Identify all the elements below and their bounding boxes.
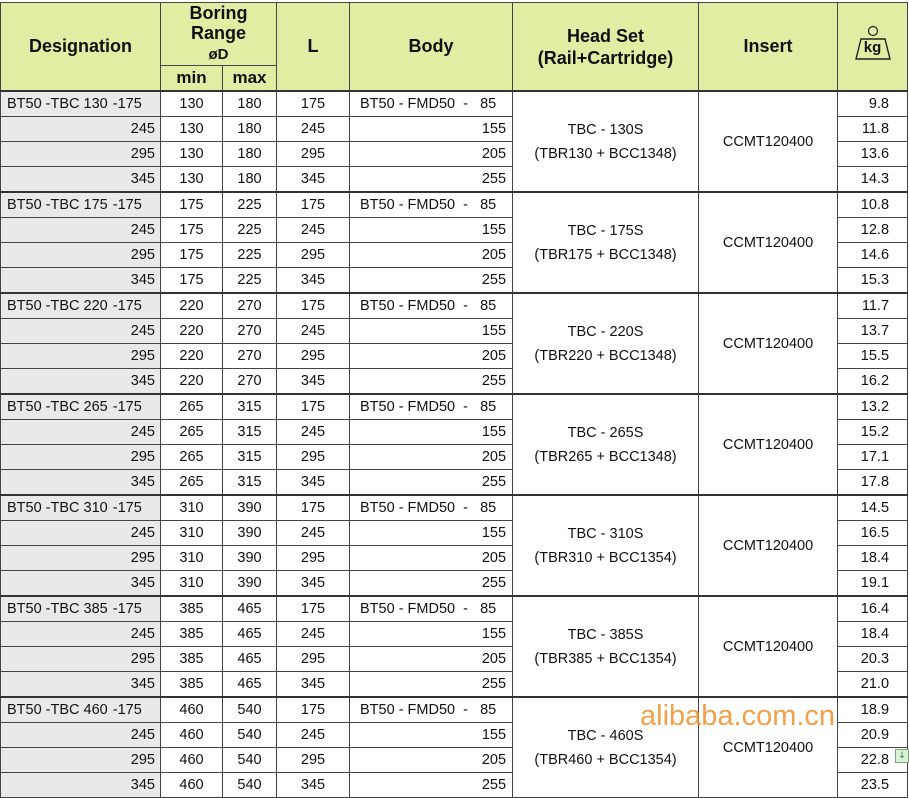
min-cell: 460 xyxy=(161,723,223,748)
body-cell: BT50 - FMD50 - 85 xyxy=(350,697,513,723)
length-cell: 345 xyxy=(277,167,350,193)
head-set-parts: (TBR220 + BCC1348) xyxy=(534,347,677,364)
body-cell: 205 xyxy=(350,748,513,773)
head-set-name: TBC - 220S xyxy=(567,323,644,340)
max-cell: 315 xyxy=(223,394,277,420)
max-cell: 465 xyxy=(223,647,277,672)
max-cell: 270 xyxy=(223,344,277,369)
weight-cell: 21.0 xyxy=(838,672,908,698)
min-cell: 175 xyxy=(161,192,223,218)
head-set-cell xyxy=(513,293,699,394)
length-cell: 175 xyxy=(277,697,350,723)
head-set-cell xyxy=(513,596,699,697)
max-cell: 270 xyxy=(223,293,277,319)
min-cell: 460 xyxy=(161,773,223,798)
length-cell: 295 xyxy=(277,243,350,268)
designation-code: BT50 -TBC 175 xyxy=(7,197,108,213)
length-cell: 295 xyxy=(277,647,350,672)
designation-suffix: 295 xyxy=(1,344,161,369)
body-cell: 205 xyxy=(350,546,513,571)
designation-suffix: 345 xyxy=(1,268,161,294)
weight-cell: 22.8 xyxy=(838,748,908,773)
weight-cell: 9.8 xyxy=(838,91,908,117)
body-cell: BT50 - FMD50 - 85 xyxy=(350,596,513,622)
max-cell: 315 xyxy=(223,420,277,445)
min-cell: 175 xyxy=(161,243,223,268)
max-cell: 225 xyxy=(223,268,277,294)
min-cell: 130 xyxy=(161,167,223,193)
body-cell: 255 xyxy=(350,369,513,395)
designation-cell xyxy=(1,697,161,723)
length-cell: 175 xyxy=(277,394,350,420)
head-set-parts: (TBR385 + BCC1354) xyxy=(534,650,677,667)
body-cell: BT50 - FMD50 - 85 xyxy=(350,394,513,420)
table-row xyxy=(1,293,908,319)
table-header xyxy=(1,3,908,92)
min-cell: 265 xyxy=(161,420,223,445)
head-set-sub: (Rail+Cartridge) xyxy=(537,47,674,68)
weight-cell: 16.2 xyxy=(838,369,908,395)
table-row xyxy=(1,495,908,521)
head-set-cell xyxy=(513,495,699,596)
min-cell: 220 xyxy=(161,369,223,395)
weight-icon xyxy=(853,25,893,63)
length-cell: 345 xyxy=(277,672,350,698)
designation-suffix: 245 xyxy=(1,117,161,142)
min-cell: 265 xyxy=(161,470,223,496)
body-cell: 205 xyxy=(350,445,513,470)
insert-cell: CCMT120400 xyxy=(699,91,838,192)
designation-suffix: -175 xyxy=(112,96,142,112)
col-max: max xyxy=(223,66,277,92)
designation-code: BT50 -TBC 460 xyxy=(7,702,108,718)
length-cell: 175 xyxy=(277,192,350,218)
weight-cell: 13.6 xyxy=(838,142,908,167)
max-cell: 225 xyxy=(223,192,277,218)
min-cell: 460 xyxy=(161,748,223,773)
min-cell: 385 xyxy=(161,672,223,698)
body-cell: 205 xyxy=(350,243,513,268)
weight-cell: 15.3 xyxy=(838,268,908,294)
min-cell: 220 xyxy=(161,344,223,369)
body-cell: 255 xyxy=(350,773,513,798)
head-set-name: TBC - 175S xyxy=(567,222,644,239)
col-weight xyxy=(838,3,908,92)
col-head-set xyxy=(513,3,699,92)
max-cell: 540 xyxy=(223,723,277,748)
max-cell: 270 xyxy=(223,369,277,395)
weight-cell: 11.8 xyxy=(838,117,908,142)
designation-cell xyxy=(1,192,161,218)
length-cell: 245 xyxy=(277,319,350,344)
weight-cell: 10.8 xyxy=(838,192,908,218)
head-set-name: TBC - 265S xyxy=(567,424,644,441)
body-cell: 205 xyxy=(350,647,513,672)
max-cell: 390 xyxy=(223,495,277,521)
length-cell: 295 xyxy=(277,142,350,167)
designation-suffix: 345 xyxy=(1,470,161,496)
min-cell: 265 xyxy=(161,394,223,420)
length-cell: 245 xyxy=(277,218,350,243)
head-set-parts: (TBR265 + BCC1348) xyxy=(534,448,677,465)
max-cell: 315 xyxy=(223,470,277,496)
col-length: L xyxy=(277,3,350,92)
watermark: alibaba.com.cn xyxy=(640,700,836,732)
designation-cell xyxy=(1,394,161,420)
head-set-cell xyxy=(513,91,699,192)
col-insert: Insert xyxy=(699,3,838,92)
max-cell: 540 xyxy=(223,773,277,798)
weight-cell: 14.6 xyxy=(838,243,908,268)
body-cell: 155 xyxy=(350,218,513,243)
body-cell: 155 xyxy=(350,420,513,445)
min-cell: 385 xyxy=(161,647,223,672)
body-cell: 255 xyxy=(350,167,513,193)
length-cell: 175 xyxy=(277,91,350,117)
max-cell: 225 xyxy=(223,243,277,268)
designation-suffix: 245 xyxy=(1,521,161,546)
max-cell: 225 xyxy=(223,218,277,243)
body-cell: 255 xyxy=(350,672,513,698)
body-cell: BT50 - FMD50 - 85 xyxy=(350,293,513,319)
body-cell: BT50 - FMD50 - 85 xyxy=(350,91,513,117)
length-cell: 245 xyxy=(277,622,350,647)
length-cell: 345 xyxy=(277,470,350,496)
length-cell: 175 xyxy=(277,293,350,319)
max-cell: 390 xyxy=(223,521,277,546)
body-cell: 155 xyxy=(350,622,513,647)
weight-cell: 14.5 xyxy=(838,495,908,521)
max-cell: 540 xyxy=(223,697,277,723)
length-cell: 295 xyxy=(277,748,350,773)
designation-suffix: -175 xyxy=(112,601,142,617)
length-cell: 295 xyxy=(277,445,350,470)
weight-cell: 20.9 xyxy=(838,723,908,748)
spec-table xyxy=(0,2,908,798)
length-cell: 345 xyxy=(277,773,350,798)
weight-cell: 19.1 xyxy=(838,571,908,597)
max-cell: 180 xyxy=(223,142,277,167)
table-row xyxy=(1,192,908,218)
designation-suffix: 245 xyxy=(1,319,161,344)
designation-code: BT50 -TBC 310 xyxy=(7,500,108,516)
designation-suffix: -175 xyxy=(112,197,142,213)
min-cell: 385 xyxy=(161,596,223,622)
length-cell: 175 xyxy=(277,596,350,622)
designation-suffix: 245 xyxy=(1,723,161,748)
head-set-cell xyxy=(513,394,699,495)
table-row xyxy=(1,596,908,622)
insert-cell: CCMT120400 xyxy=(699,495,838,596)
body-cell: BT50 - FMD50 - 85 xyxy=(350,495,513,521)
weight-cell: 18.9 xyxy=(838,697,908,723)
min-cell: 130 xyxy=(161,91,223,117)
designation-suffix: 295 xyxy=(1,748,161,773)
boring-range-label: Boring Range xyxy=(189,3,248,43)
max-cell: 270 xyxy=(223,319,277,344)
weight-cell: 18.4 xyxy=(838,622,908,647)
col-designation: Designation xyxy=(1,3,161,92)
table-row xyxy=(1,697,908,723)
body-cell: 205 xyxy=(350,142,513,167)
designation-cell xyxy=(1,495,161,521)
designation-suffix: 295 xyxy=(1,647,161,672)
head-set-parts: (TBR175 + BCC1348) xyxy=(534,246,677,263)
weight-cell: 16.4 xyxy=(838,596,908,622)
insert-cell: CCMT120400 xyxy=(699,697,838,798)
col-min: min xyxy=(161,66,223,92)
table-row xyxy=(1,394,908,420)
insert-cell: CCMT120400 xyxy=(699,293,838,394)
designation-suffix: 345 xyxy=(1,672,161,698)
max-cell: 465 xyxy=(223,596,277,622)
length-cell: 295 xyxy=(277,344,350,369)
max-cell: 315 xyxy=(223,445,277,470)
min-cell: 310 xyxy=(161,571,223,597)
min-cell: 310 xyxy=(161,521,223,546)
body-cell: 155 xyxy=(350,319,513,344)
weight-cell: 14.3 xyxy=(838,167,908,193)
table-body xyxy=(1,91,908,798)
designation-suffix: 295 xyxy=(1,445,161,470)
designation-suffix: -175 xyxy=(112,702,142,718)
weight-cell: 17.1 xyxy=(838,445,908,470)
max-cell: 465 xyxy=(223,622,277,647)
designation-suffix: 295 xyxy=(1,142,161,167)
head-set-label: Head Set xyxy=(567,25,645,46)
body-cell: 255 xyxy=(350,571,513,597)
max-cell: 540 xyxy=(223,748,277,773)
weight-cell: 18.4 xyxy=(838,546,908,571)
download-arrow-icon[interactable]: ↓ xyxy=(895,749,909,763)
designation-cell xyxy=(1,293,161,319)
designation-code: BT50 -TBC 265 xyxy=(7,399,108,415)
insert-cell: CCMT120400 xyxy=(699,596,838,697)
body-cell: 155 xyxy=(350,521,513,546)
designation-suffix: -175 xyxy=(112,500,142,516)
max-cell: 180 xyxy=(223,167,277,193)
designation-code: BT50 -TBC 220 xyxy=(7,298,108,314)
designation-cell xyxy=(1,91,161,117)
body-cell: 155 xyxy=(350,723,513,748)
body-cell: 155 xyxy=(350,117,513,142)
table-row xyxy=(1,91,908,117)
min-cell: 265 xyxy=(161,445,223,470)
designation-suffix: 345 xyxy=(1,571,161,597)
col-body: Body xyxy=(350,3,513,92)
boring-range-sub: øD xyxy=(208,46,229,63)
head-set-parts: (TBR130 + BCC1348) xyxy=(534,145,677,162)
max-cell: 465 xyxy=(223,672,277,698)
weight-cell: 16.5 xyxy=(838,521,908,546)
head-set-cell xyxy=(513,192,699,293)
designation-suffix: -175 xyxy=(112,298,142,314)
body-cell: BT50 - FMD50 - 85 xyxy=(350,192,513,218)
head-set-cell xyxy=(513,697,699,798)
length-cell: 175 xyxy=(277,495,350,521)
designation-suffix: 345 xyxy=(1,369,161,395)
min-cell: 385 xyxy=(161,622,223,647)
length-cell: 245 xyxy=(277,420,350,445)
body-cell: 205 xyxy=(350,344,513,369)
weight-cell: 12.8 xyxy=(838,218,908,243)
insert-cell: CCMT120400 xyxy=(699,394,838,495)
designation-suffix: 245 xyxy=(1,218,161,243)
head-set-name: TBC - 460S xyxy=(567,727,644,744)
length-cell: 345 xyxy=(277,369,350,395)
weight-cell: 20.3 xyxy=(838,647,908,672)
max-cell: 180 xyxy=(223,91,277,117)
min-cell: 130 xyxy=(161,142,223,167)
length-cell: 245 xyxy=(277,117,350,142)
min-cell: 175 xyxy=(161,218,223,243)
body-cell: 255 xyxy=(350,268,513,294)
designation-suffix: 295 xyxy=(1,243,161,268)
head-set-parts: (TBR310 + BCC1354) xyxy=(534,549,677,566)
min-cell: 220 xyxy=(161,319,223,344)
max-cell: 390 xyxy=(223,571,277,597)
insert-cell: CCMT120400 xyxy=(699,192,838,293)
weight-cell: 13.7 xyxy=(838,319,908,344)
designation-suffix: 345 xyxy=(1,167,161,193)
weight-unit: kg xyxy=(863,39,882,56)
weight-cell: 15.5 xyxy=(838,344,908,369)
min-cell: 310 xyxy=(161,495,223,521)
min-cell: 175 xyxy=(161,268,223,294)
weight-cell: 23.5 xyxy=(838,773,908,798)
min-cell: 310 xyxy=(161,546,223,571)
weight-cell: 11.7 xyxy=(838,293,908,319)
designation-suffix: 245 xyxy=(1,622,161,647)
designation-cell xyxy=(1,596,161,622)
length-cell: 295 xyxy=(277,546,350,571)
max-cell: 180 xyxy=(223,117,277,142)
min-cell: 220 xyxy=(161,293,223,319)
weight-cell: 13.2 xyxy=(838,394,908,420)
min-cell: 460 xyxy=(161,697,223,723)
designation-suffix: 245 xyxy=(1,420,161,445)
length-cell: 345 xyxy=(277,571,350,597)
length-cell: 345 xyxy=(277,268,350,294)
body-cell: 255 xyxy=(350,470,513,496)
col-boring-range xyxy=(161,3,277,66)
min-cell: 130 xyxy=(161,117,223,142)
designation-suffix: 295 xyxy=(1,546,161,571)
designation-suffix: 345 xyxy=(1,773,161,798)
length-cell: 245 xyxy=(277,723,350,748)
designation-suffix: -175 xyxy=(112,399,142,415)
designation-code: BT50 -TBC 130 xyxy=(7,96,108,112)
designation-code: BT50 -TBC 385 xyxy=(7,601,108,617)
weight-cell: 17.8 xyxy=(838,470,908,496)
head-set-name: TBC - 310S xyxy=(567,525,644,542)
length-cell: 245 xyxy=(277,521,350,546)
weight-cell: 15.2 xyxy=(838,420,908,445)
head-set-name: TBC - 385S xyxy=(567,626,644,643)
max-cell: 390 xyxy=(223,546,277,571)
head-set-name: TBC - 130S xyxy=(567,121,644,138)
head-set-parts: (TBR460 + BCC1354) xyxy=(534,751,677,768)
